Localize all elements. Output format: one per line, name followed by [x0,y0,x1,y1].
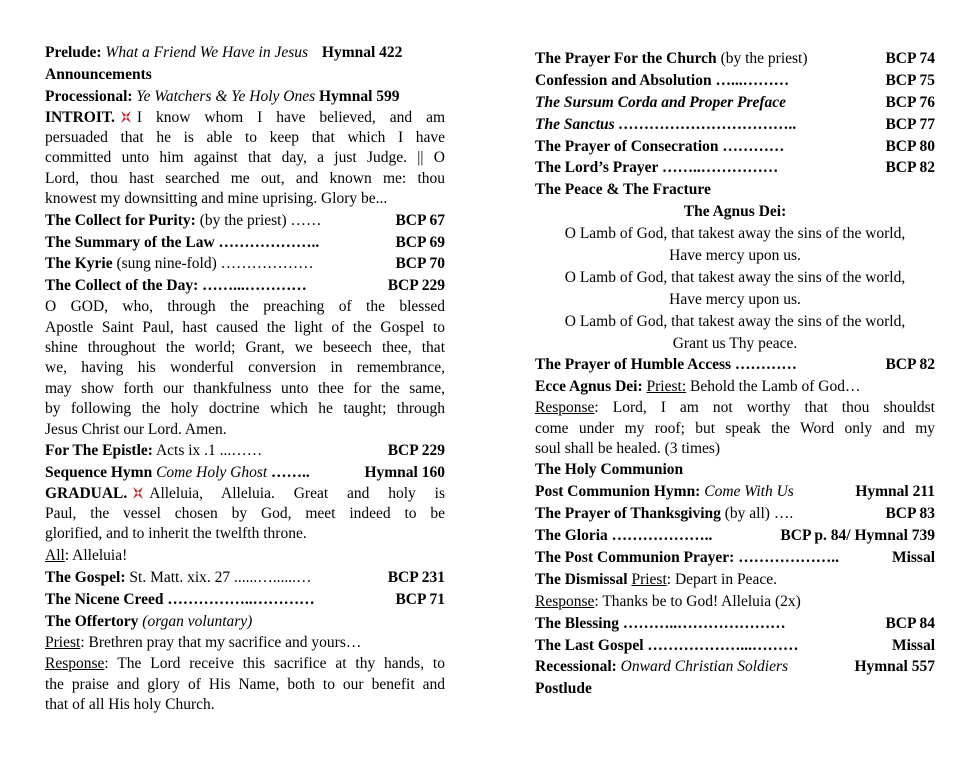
dismissal-response-label: Response [535,592,595,610]
dismissal-priest-label: Priest [631,570,667,588]
summary-law-line [45,232,445,254]
kyrie-line: The Kyrie (sung nine-fold) ……………… BCP 70 [45,253,445,275]
blessing-ref: BCP 84 [885,614,935,632]
gloria-label: The Gloria ……………….. [535,527,713,545]
response-line-1: Response: The Lord receive this sacrifice at thy hands, to [45,655,445,673]
sanctus-ref: BCP 77 [885,115,935,133]
offertory-label: The Offertory [45,612,139,630]
humble-access-label: The Prayer of Humble Access ………… [535,356,797,374]
thanksgiving-line: The Prayer of Thanksgiving (by all) …. BCP 83 [535,503,935,525]
post-communion-prayer-line [535,547,935,569]
ecce-agnus-label: Ecce Agnus Dei: [535,378,643,396]
recessional-label: Recessional: [535,658,617,676]
sursum-corda-ref: BCP 76 [885,93,935,111]
right-column [535,48,935,700]
introit-line-3: committed unto him against that day, a just Judge. || O [45,149,445,167]
sanctus-line [535,114,935,136]
agnus-dei-line: O Lamb of God, that takest away the sins of the world, [564,225,906,243]
gradual-line-3: glorified, and to inherit the twelfth throne. [45,525,307,543]
prelude-label: Prelude: [45,44,102,61]
consecration-ref: BCP 80 [885,137,935,155]
post-communion-hymn-title: Come With Us [704,483,794,501]
prelude-line [45,42,445,64]
consecration-label: The Prayer of Consecration ………… [535,137,785,155]
last-gospel-label: The Last Gospel ………………...……… [535,636,799,654]
introit-line-2: persuaded that he is able to keep that which I have [45,129,445,147]
prelude-ref: Hymnal 422 [321,44,403,61]
gradual-label: GRADUAL. [45,484,128,502]
announcements: Announcements [45,65,152,83]
lords-prayer-label: The Lord’s Prayer ……..…………… [535,159,779,177]
humble-access-ref: BCP 82 [885,356,935,374]
processional-label: Processional: [45,87,133,105]
all-label: All [45,546,65,564]
response-line-3: that of all His holy Church. [45,696,215,714]
response-line-1: Response: Lord, I am not worthy that thou shouldst [535,399,935,417]
epistle-ref: BCP 229 [387,441,445,459]
introit-label: INTROIT. [45,108,115,126]
epistle-label: For The Epistle: [45,441,153,459]
peace-fracture-label: The Peace & The Fracture [535,181,711,199]
summary-law-ref: BCP 69 [395,233,445,251]
last-gospel-ref: Missal [891,636,935,654]
summary-law-label: The Summary of the Law ……………….. [45,233,320,251]
holy-communion-label: The Holy Communion [535,461,684,479]
last-gospel-line [535,635,935,657]
sequence-hymn-ref: Hymnal 160 [364,463,445,481]
collect-day-line [45,275,445,297]
collect-text-line: Jesus Christ our Lord. Amen. [45,420,227,438]
priest-line: Priest: Brethren pray that my sacrifice and yours… [45,634,362,652]
all-response-line: All: Alleluia! [45,546,128,564]
collect-text-line: shine throughout the world; Grant, we beseech thee, that [45,338,445,356]
maltese-cross-icon [132,487,144,499]
collect-day-ref: BCP 229 [387,277,445,295]
confession-line [535,70,935,92]
post-communion-hymn-label: Post Communion Hymn: [535,483,701,501]
introit-line-1: INTROIT. I know whom I have believed, and am [45,108,445,126]
postlude-line [535,678,935,700]
collect-day-label: The Collect of the Day: ……...………… [45,277,307,295]
introit-line-4: Lord, thou hast searched me out, and known me: thou [45,169,445,187]
agnus-dei-line: Have mercy upon us. [669,247,801,265]
post-communion-hymn-ref: Hymnal 211 [855,483,935,501]
priest-label: Priest [45,634,81,652]
lords-prayer-line [535,157,935,179]
kyrie-label: The Kyrie [45,255,113,273]
processional-line [45,86,445,108]
offertory-line: The Offertory (organ voluntary) [45,612,253,630]
gradual-line-2: Paul, the vessel chosen by God, meet indeed to be [45,505,445,523]
collect-purity-label: The Collect for Purity: [45,211,196,229]
response-line-3: soul shall be healed. (3 times) [535,440,721,458]
holy-communion-line [535,459,935,481]
recessional-title: Onward Christian Soldiers [620,658,789,676]
peace-fracture-line [535,179,935,201]
response-label: Response [535,399,595,417]
collect-text-line: O GOD, who, through the preaching of the blessed [45,298,445,316]
response-line-2: the praise and glory of His Name, both to our benefit and [45,675,445,693]
sanctus-label: The Sanctus …………………………….. [535,115,797,133]
sequence-hymn-line: Sequence Hymn Come Holy Ghost …….. Hymnal 160 [45,462,445,484]
post-communion-prayer-label: The Post Communion Prayer: ……………….. [535,548,839,566]
ecce-agnus-line: Ecce Agnus Dei: Priest: Behold the Lamb of God… [535,378,861,396]
epistle-line: For The Epistle: Acts ix .1 ...…… BCP 229 [45,440,445,462]
processional-ref: Hymnal 599 [319,87,400,105]
collect-text-line: may show forth our thankfulness unto thee for the same, [45,379,445,397]
blessing-label: The Blessing ………..………………… [535,614,786,632]
postlude-label: Postlude [535,680,592,698]
dismissal-response-line: Response: Thanks be to God! Alleluia (2x) [535,592,801,610]
nicene-creed-line [45,589,445,611]
kyrie-ref: BCP 70 [395,255,445,273]
collect-text-line: Apostle Saint Paul, hast caused the light of the Gospel to [45,318,445,336]
post-communion-prayer-ref: Missal [891,548,935,566]
confession-label: Confession and Absolution …...……… [535,71,790,89]
gradual-line-1: GRADUAL. Alleluia, Alleluia. Great and holy is [45,484,445,502]
maltese-cross-icon [120,111,132,123]
recessional-ref: Hymnal 557 [854,658,935,676]
collect-purity-ref: BCP 67 [395,211,445,229]
agnus-dei-line: Grant us Thy peace. [672,334,798,352]
prayer-church-label: The Prayer For the Church [535,50,717,67]
nicene-creed-ref: BCP 71 [395,590,445,608]
processional-title: Ye Watchers & Ye Holy Ones [136,87,316,105]
prayer-church-ref: BCP 74 [885,50,935,67]
sursum-corda-line [535,92,935,114]
humble-access-line [535,354,935,376]
introit-line-5: knowest my downsitting and mine uprising. Glory be... [45,190,388,208]
dismissal-line: The Dismissal Priest: Depart in Peace. [535,570,777,588]
sequence-hymn-label: Sequence Hymn [45,463,153,481]
confession-ref: BCP 75 [885,71,935,89]
agnus-dei-line: O Lamb of God, that takest away the sins of the world, [564,312,906,330]
left-column [45,42,445,716]
response-line-2: come under my roof; but speak the Word only and my [535,419,935,437]
agnus-dei-title: The Agnus Dei: [683,203,787,221]
gloria-line [535,525,935,547]
nicene-creed-label: The Nicene Creed ……………..………… [45,590,315,608]
blessing-line [535,613,935,635]
sequence-hymn-title: Come Holy Ghost [156,463,268,481]
agnus-dei-line: Have mercy upon us. [669,290,801,308]
thanksgiving-label: The Prayer of Thanksgiving [535,505,721,523]
consecration-line [535,136,935,158]
collect-text-line: we, having his wonderful conversion in remembrance, [45,359,445,377]
post-communion-hymn-line [535,481,935,503]
ecce-priest-label: Priest: [646,378,687,396]
prelude-title: What a Friend We Have in Jesus [105,44,309,61]
prayer-church-line: The Prayer For the Church (by the priest) BCP 74 [535,48,935,70]
response-label: Response [45,655,105,673]
sursum-corda-label: The Sursum Corda and Proper Preface [535,93,787,111]
recessional-line [535,656,935,678]
lords-prayer-ref: BCP 82 [885,159,935,177]
dismissal-label: The Dismissal [535,570,628,588]
collect-text-line: by following the holy doctrine which he taught; through [45,400,445,418]
gloria-ref: BCP p. 84/ Hymnal 739 [780,527,935,545]
gospel-label: The Gospel: [45,568,126,586]
thanksgiving-ref: BCP 83 [885,505,935,523]
gospel-line: The Gospel: St. Matt. xix. 27 ......…......… BCP 231 [45,567,445,589]
agnus-dei-line: O Lamb of God, that takest away the sins of the world, [564,268,906,286]
collect-purity-line: The Collect for Purity: (by the priest) …… BCP 67 [45,210,445,232]
gospel-ref: BCP 231 [387,568,445,586]
